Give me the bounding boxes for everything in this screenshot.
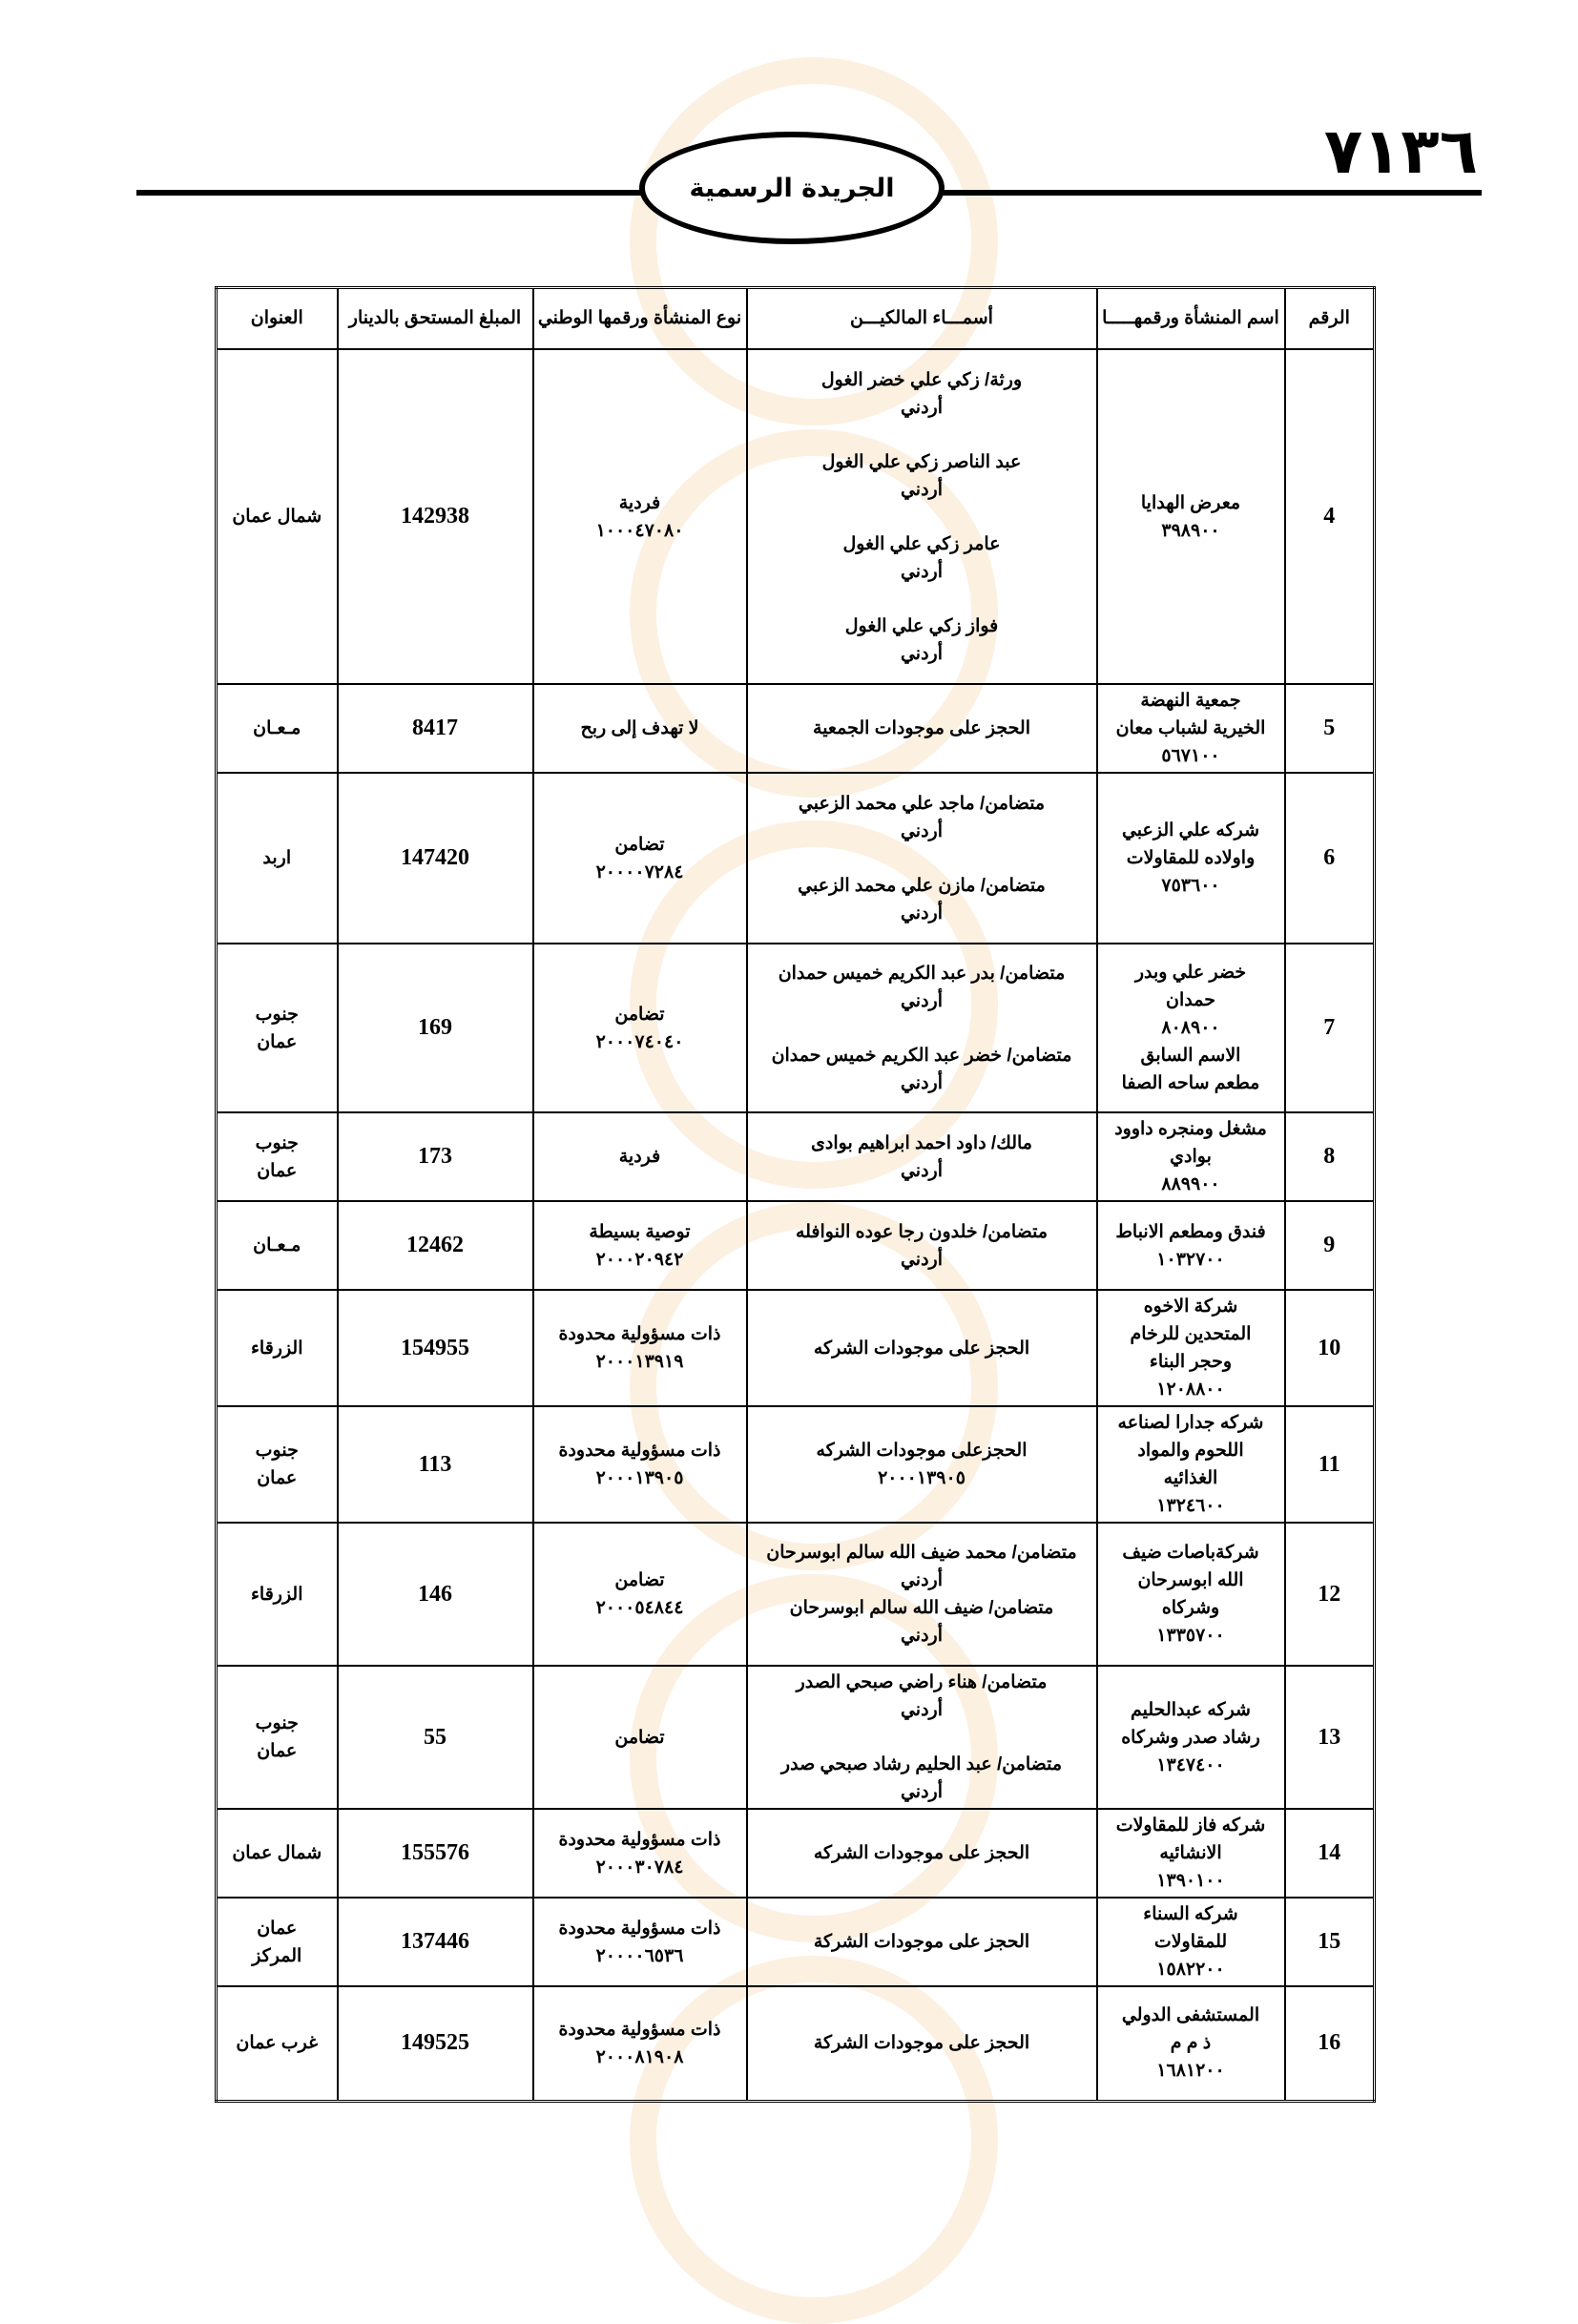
owners — [747, 1898, 1097, 1986]
establishment-type — [533, 944, 747, 1112]
establishment-type — [533, 1666, 747, 1809]
establishment-name-line: ٣٩٨٩٠٠ — [1161, 520, 1220, 541]
establishment-type-line: تضامن — [614, 834, 665, 855]
owners — [747, 1290, 1097, 1406]
establishments-table — [215, 286, 1376, 2103]
gazette-title: الجريدة الرسمية — [689, 173, 895, 203]
establishment-name — [1097, 1898, 1285, 1986]
establishment-name-line: واولاده للمقاولات — [1126, 848, 1256, 868]
amount-due: 8417 — [338, 684, 533, 773]
address-line: مـعـان — [253, 718, 301, 738]
amount-due: 169 — [338, 944, 533, 1112]
owners-line — [752, 1724, 1092, 1751]
establishment-name — [1097, 1986, 1285, 2101]
row-number: 15 — [1285, 1898, 1375, 1986]
owners-line: متضامن/ خلدون رجا عوده النوافله — [795, 1221, 1049, 1242]
owners-line — [752, 504, 1092, 530]
address-line: عمان — [257, 1741, 298, 1761]
table-row — [217, 1898, 1375, 1986]
owners-line: أردني — [900, 643, 944, 664]
address — [217, 944, 338, 1112]
row-number: 11 — [1285, 1406, 1375, 1523]
owners-line: أردني — [900, 479, 944, 500]
establishment-type — [533, 1406, 747, 1523]
establishment-type-line: توصية بسيطة — [589, 1221, 691, 1242]
establishment-name-line: الخيرية لشباب معان — [1115, 718, 1266, 738]
establishment-name-line: شركه جدارا لصناعه — [1117, 1413, 1264, 1433]
row-number: 14 — [1285, 1809, 1375, 1898]
establishment-name-line: شركة الاخوه — [1143, 1297, 1238, 1317]
establishment-name — [1097, 1523, 1285, 1666]
amount-due: 149525 — [338, 1986, 533, 2101]
establishment-type-line: ٢٠٠٠١٣٩١٩ — [595, 1352, 684, 1372]
address — [217, 1666, 338, 1809]
address — [217, 1290, 338, 1406]
establishment-name-line: فندق ومطعم الانباط — [1115, 1221, 1266, 1242]
amount-due: 146 — [338, 1523, 533, 1666]
establishment-type-line: ١٠٠٠٤٧٠٨٠ — [595, 520, 684, 541]
row-number: 4 — [1285, 349, 1375, 684]
establishment-name-line: خضر علي وبدر — [1134, 963, 1247, 983]
owners — [747, 1809, 1097, 1898]
owners-line — [752, 586, 1092, 612]
establishment-type-line: لا تهدف إلى ربح — [580, 718, 699, 738]
owners — [747, 1201, 1097, 1290]
establishment-name-line: مشغل ومنجره داوود — [1114, 1119, 1267, 1139]
owners-line: أردني — [900, 397, 944, 418]
establishment-name-line: الله ابوسرحان — [1137, 1570, 1244, 1590]
establishment-type-line: ٢٠٠٠٠٦٥٣٦ — [595, 1945, 684, 1966]
owners-line: أردني — [900, 1570, 944, 1590]
owners-line — [752, 845, 1092, 872]
establishment-type-line: ذات مسؤولية محدودة — [558, 1441, 721, 1461]
establishment-type — [533, 1523, 747, 1666]
owners-line: عبد الناصر زكي علي الغول — [821, 451, 1022, 472]
address-line: الزرقاء — [250, 1584, 303, 1605]
establishment-name-line: رشاد صدر وشركاه — [1121, 1727, 1260, 1748]
establishment-type-line: ذات مسؤولية محدودة — [558, 1918, 721, 1939]
amount-due: 55 — [338, 1666, 533, 1809]
table-row — [217, 1290, 1375, 1406]
establishment-type — [533, 1112, 747, 1201]
address — [217, 684, 338, 773]
establishment-type-line: ٢٠٠٠١٣٩٠٥ — [595, 1468, 684, 1488]
establishment-name-line: معرض الهدايا — [1140, 492, 1241, 513]
establishment-name-line: شركه السناء — [1143, 1904, 1238, 1924]
owners-line: متضامن/ عبد الحليم رشاد صبحي صدر — [780, 1754, 1063, 1774]
row-number: 16 — [1285, 1986, 1375, 2101]
owners-line — [752, 422, 1092, 448]
address-line: شمال عمان — [232, 507, 322, 527]
amount-due: 173 — [338, 1112, 533, 1201]
establishment-type-line: تضامن — [614, 1727, 665, 1748]
owners-line: متضامن/ محمد ضيف الله سالم ابوسرحان — [766, 1543, 1077, 1563]
address-line: عمان — [257, 1160, 298, 1181]
table-row — [217, 1201, 1375, 1290]
establishment-type — [533, 349, 747, 684]
establishment-type-line: ٢٠٠٠٥٤٨٤٤ — [595, 1598, 684, 1618]
establishment-name — [1097, 773, 1285, 944]
owners-line: أردني — [900, 1782, 944, 1802]
owners — [747, 773, 1097, 944]
table-row — [217, 1112, 1375, 1201]
address-line: اربد — [262, 848, 292, 868]
table-row — [217, 1523, 1375, 1666]
row-number: 9 — [1285, 1201, 1375, 1290]
establishment-type — [533, 1809, 747, 1898]
establishment-type-line: ٢٠٠٠٧٤٠٤٠ — [595, 1031, 684, 1052]
row-number: 6 — [1285, 773, 1375, 944]
amount-due: 137446 — [338, 1898, 533, 1986]
establishment-type-line: ٢٠٠٠٢٠٩٤٢ — [595, 1249, 684, 1270]
owners-line: فواز زكي علي الغول — [844, 615, 999, 636]
header-establishment-name: اسم المنشأة ورقمهـــــا — [1097, 288, 1285, 350]
establishment-type — [533, 684, 747, 773]
establishment-type — [533, 1290, 747, 1406]
address-line: عمان — [257, 1918, 298, 1939]
owners — [747, 1986, 1097, 2101]
address — [217, 1112, 338, 1201]
owners-line: أردني — [900, 1160, 944, 1181]
address-line: المركز — [252, 1945, 302, 1966]
owners-line: الحجز على موجودات الشركه — [813, 1843, 1030, 1863]
establishment-type-line: تضامن — [614, 1570, 665, 1590]
establishment-name-line: المستشفى الدولي — [1121, 2005, 1260, 2026]
establishment-name-line: ٥٦٧١٠٠ — [1161, 746, 1220, 766]
establishment-type — [533, 1898, 747, 1986]
establishment-name-line: ١٠٣٢٧٠٠ — [1156, 1249, 1225, 1270]
address — [217, 1201, 338, 1290]
establishment-name — [1097, 1809, 1285, 1898]
owners — [747, 1112, 1097, 1201]
table-row — [217, 1666, 1375, 1809]
establishment-type-line: ذات مسؤولية محدودة — [558, 1324, 721, 1344]
header-amount: المبلغ المستحق بالدينار — [338, 288, 533, 350]
owners — [747, 1406, 1097, 1523]
owners-line: متضامن/ خضر عبد الكريم خميس حمدان — [771, 1045, 1072, 1066]
address-line: شمال عمان — [232, 1843, 322, 1863]
establishment-type-line: ذات مسؤولية محدودة — [558, 1829, 721, 1850]
address — [217, 1809, 338, 1898]
header-type: نوع المنشأة ورقمها الوطني — [533, 288, 747, 350]
establishment-name-line: وحجر البناء — [1149, 1352, 1233, 1372]
establishment-name-line: الغذائيه — [1163, 1468, 1218, 1488]
establishment-name-line: بوادي — [1170, 1147, 1212, 1167]
owners-line: ورثة/ زكي علي خضر الغول — [820, 369, 1023, 390]
address-line: الزرقاء — [250, 1338, 303, 1359]
establishment-name-line: ١٣٣٥٧٠٠ — [1156, 1626, 1225, 1646]
establishment-type — [533, 773, 747, 944]
amount-due: 155576 — [338, 1809, 533, 1898]
establishment-name-line: المتحدين للرخام — [1130, 1324, 1252, 1344]
table-row — [217, 684, 1375, 773]
establishment-name-line: اللحوم والمواد — [1137, 1441, 1244, 1461]
owners-line: متضامن/ هناء راضي صبحي الصدر — [796, 1672, 1048, 1692]
establishment-name-line: جمعية النهضة — [1140, 691, 1241, 711]
establishment-name-line: ١٣٩٠١٠٠ — [1156, 1871, 1225, 1891]
owners — [747, 944, 1097, 1112]
establishment-name-line: ٨٨٩٩٠٠ — [1161, 1174, 1220, 1194]
establishment-name-line: ٧٥٣٦٠٠ — [1161, 876, 1220, 896]
owners-line: الحجز على موجودات الشركه — [813, 1338, 1030, 1359]
gazette-title-oval — [639, 132, 945, 244]
establishment-name-line: الانشائيه — [1159, 1843, 1222, 1863]
row-number: 8 — [1285, 1112, 1375, 1201]
address-line: جنوب — [255, 1713, 299, 1733]
table-row — [217, 773, 1375, 944]
address-line: جنوب — [255, 1441, 299, 1461]
page-number: ٧١٣٦ — [1323, 114, 1478, 188]
owners — [747, 1523, 1097, 1666]
establishment-name — [1097, 684, 1285, 773]
establishment-name-line: للمقاولات — [1153, 1932, 1228, 1952]
address — [217, 773, 338, 944]
establishment-name-line: ذ م م — [1170, 2033, 1212, 2054]
owners-line: أردني — [900, 1700, 944, 1720]
establishment-name — [1097, 1666, 1285, 1809]
establishment-name-line: ٨٠٨٩٠٠ — [1161, 1018, 1220, 1038]
establishment-name — [1097, 1290, 1285, 1406]
owners-line: أردني — [900, 1626, 944, 1646]
establishment-name-line: مطعم ساحه الصفا — [1121, 1073, 1260, 1093]
establishment-name — [1097, 349, 1285, 684]
address-line: جنوب — [255, 1132, 299, 1153]
address-line: غرب عمان — [236, 2033, 319, 2054]
address-line: عمان — [257, 1031, 298, 1052]
establishment-name — [1097, 1406, 1285, 1523]
owners-line: مالك/ داود احمد ابراهيم بوادى — [811, 1132, 1032, 1153]
owners-line: الحجز على موجودات الشركة — [813, 2033, 1030, 2054]
owners-line: أردني — [900, 820, 944, 841]
owners-line: الحجز على موجودات الجمعية — [813, 718, 1030, 738]
owners-line — [752, 1015, 1092, 1042]
establishment-type — [533, 1201, 747, 1290]
address-line: مـعـان — [253, 1235, 301, 1255]
header-address: العنوان — [217, 288, 338, 350]
row-number: 10 — [1285, 1290, 1375, 1406]
owners — [747, 349, 1097, 684]
establishment-name-line: ١٦٨١٢٠٠ — [1156, 2061, 1225, 2082]
owners-line: أردني — [900, 1249, 944, 1270]
row-number: 5 — [1285, 684, 1375, 773]
establishment-name — [1097, 944, 1285, 1112]
establishment-type-line: ٢٠٠٠٨١٩٠٨ — [595, 2046, 684, 2067]
establishment-type-line: فردية — [618, 492, 661, 513]
establishment-type-line: فردية — [618, 1147, 661, 1167]
establishment-name-line: حمدان — [1166, 990, 1215, 1010]
establishment-name-line: ١٥٨٢٢٠٠ — [1156, 1960, 1225, 1980]
address-line: جنوب — [255, 1004, 299, 1025]
establishment-name-line: ١٣٤٧٤٠٠ — [1156, 1754, 1225, 1775]
address — [217, 1406, 338, 1523]
establishment-type — [533, 1986, 747, 2101]
owners-line: أردني — [900, 990, 944, 1011]
establishment-name — [1097, 1112, 1285, 1201]
establishment-type-line: تضامن — [614, 1004, 665, 1025]
amount-due: 147420 — [338, 773, 533, 944]
establishment-type-line: ٢٠٠٠٠٧٢٨٤ — [595, 861, 684, 882]
table-row — [217, 349, 1375, 684]
address — [217, 349, 338, 684]
amount-due: 113 — [338, 1406, 533, 1523]
owners-line: أردني — [900, 561, 944, 582]
owners-line: الحجزعلى موجودات الشركه — [816, 1441, 1028, 1461]
amount-due: 12462 — [338, 1201, 533, 1290]
establishment-name-line: شركه عبدالحليم — [1131, 1699, 1251, 1720]
owners-line: أردني — [900, 903, 944, 923]
owners — [747, 1666, 1097, 1809]
establishment-name-line: وشركاه — [1161, 1598, 1220, 1618]
address — [217, 1523, 338, 1666]
owners-line: متضامن/ ماجد علي محمد الزعبي — [798, 793, 1046, 814]
owners-line: متضامن/ بدر عبد الكريم خميس حمدان — [778, 963, 1066, 984]
address — [217, 1898, 338, 1986]
owners-line: عامر زكي علي الغول — [842, 533, 1001, 554]
table-header-row — [217, 288, 1375, 350]
table-row — [217, 944, 1375, 1112]
table-row — [217, 1809, 1375, 1898]
establishment-type-line: ذات مسؤولية محدودة — [558, 2019, 721, 2040]
establishment-name-line: شركه فاز للمقاولات — [1115, 1816, 1266, 1836]
row-number: 7 — [1285, 944, 1375, 1112]
header-number: الرقم — [1285, 288, 1375, 350]
establishment-name-line: ١٢٠٨٨٠٠ — [1156, 1380, 1225, 1400]
owners-line: متضامن/ ضيف الله سالم ابوسرحان — [789, 1598, 1054, 1618]
owners-line: الحجز على موجودات الشركة — [813, 1932, 1030, 1952]
owners-line: أردني — [900, 1072, 944, 1093]
table-row — [217, 1406, 1375, 1523]
row-number: 12 — [1285, 1523, 1375, 1666]
address-line: عمان — [257, 1468, 298, 1488]
establishment-type-line: ٢٠٠٠٣٠٧٨٤ — [595, 1857, 684, 1878]
owners-line: متضامن/ مازن علي محمد الزعبي — [798, 875, 1046, 896]
establishment-name — [1097, 1201, 1285, 1290]
row-number: 13 — [1285, 1666, 1375, 1809]
establishment-name-line: ١٣٢٤٦٠٠ — [1156, 1496, 1225, 1516]
amount-due: 154955 — [338, 1290, 533, 1406]
amount-due: 142938 — [338, 349, 533, 684]
address — [217, 1986, 338, 2101]
owners-line: ٢٠٠٠١٣٩٠٥ — [878, 1468, 965, 1488]
owners — [747, 684, 1097, 773]
header-owners: أسمـــاء المالكيـــن — [747, 288, 1097, 350]
table-row — [217, 1986, 1375, 2101]
establishment-name-line: الاسم السابق — [1140, 1046, 1241, 1066]
establishment-name-line: شركةباصات ضيف — [1122, 1543, 1259, 1563]
establishment-name-line: شركه علي الزعبي — [1121, 820, 1260, 840]
